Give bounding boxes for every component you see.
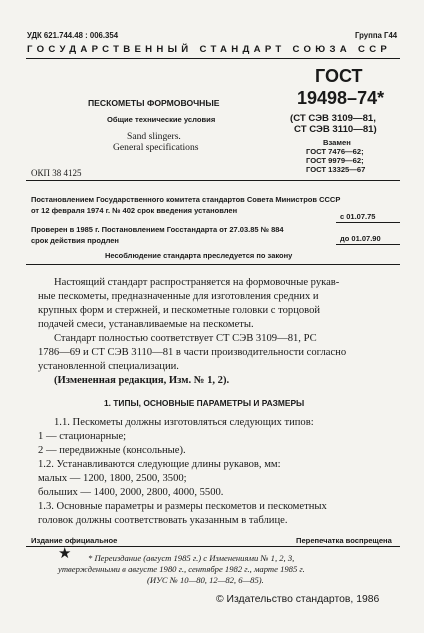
group-code: Группа Г44 (355, 31, 398, 40)
body-line: головок должны соответствовать указанным в таблице. (38, 515, 288, 526)
body-line: 1 — стационарные; (38, 431, 127, 442)
resolution-line: Постановлением Государственного комитета стандартов Совета Министров СССР (31, 195, 341, 204)
star-icon: ★ (58, 546, 72, 562)
gost-number: 19498–74* (297, 88, 385, 108)
reissue-note: (ИУС № 10—80, 12—82, 6—85). (147, 575, 264, 585)
st-sev-ref-1: (СТ СЭВ 3109—81, (290, 113, 376, 124)
extended-date: до 01.07.90 (340, 234, 381, 243)
copyright: © Издательство стандартов, 1986 (216, 594, 380, 605)
legal-notice: Несоблюдение стандарта преследуется по закону (105, 251, 293, 260)
replaces-label: Взамен (323, 138, 351, 147)
resolution-line: от 12 февраля 1974 г. № 402 срок введения установлен (31, 206, 238, 215)
gost-label: ГОСТ (315, 66, 363, 86)
state-standard-heading: ГОСУДАРСТВЕННЫЙ СТАНДАРТ СОЮЗА ССР (27, 44, 392, 55)
body-line: малых — 1200, 1800, 2500, 3500; (38, 473, 187, 484)
section-title: 1. ТИПЫ, ОСНОВНЫЕ ПАРАМЕТРЫ И РАЗМЕРЫ (104, 398, 305, 408)
udk-code: УДК 621.744.48 : 006.354 (27, 31, 119, 40)
okp-code: ОКП 38 4125 (31, 168, 82, 178)
resolution-line: Проверен в 1985 г. Постановлением Госстандарта от 27.03.85 № 884 (31, 225, 284, 234)
replaced-standard: ГОСТ 9979—62; (306, 156, 364, 165)
effective-date: с 01.07.75 (340, 212, 376, 221)
body-line: установленной специализации. (38, 361, 179, 372)
body-line: Стандарт полностью соответствует СТ СЭВ 3109—81, РС (54, 333, 317, 344)
official-edition-label: Издание официальное (31, 536, 118, 545)
body-line: 1.3. Основные параметры и размеры пескометов и пескометных (38, 501, 327, 512)
body-line: 1.2. Устанавливаются следующие длины рукавов, мм: (38, 459, 281, 470)
standard-title-ru: ПЕСКОМЕТЫ ФОРМОВОЧНЫЕ (88, 98, 220, 108)
footer-rule (26, 546, 400, 547)
header-rule (26, 58, 400, 59)
resolution-line: срок действия продлен (31, 236, 119, 245)
body-line: 2 — передвижные (консольные). (38, 445, 186, 456)
body-line: 1.1. Пескометы должны изготовляться следующих типов: (54, 417, 314, 428)
standard-subtitle-ru: Общие технические условия (107, 115, 216, 124)
body-line: крупных форм и стержней, и пескометные головки с торцовой (38, 305, 321, 316)
reprint-prohibited-label: Перепечатка воспрещена (296, 536, 392, 545)
date-rule (336, 244, 400, 245)
st-sev-ref-2: СТ СЭВ 3110—81) (294, 124, 377, 135)
standard-title-en-1: Sand slingers. (127, 131, 181, 142)
resolution-rule (26, 264, 400, 265)
edition-note: (Измененная редакция, Изм. № 1, 2). (54, 375, 230, 386)
standard-title-en-2: General specifications (113, 142, 199, 153)
replaced-standard: ГОСТ 7476—62; (306, 147, 364, 156)
date-rule (336, 222, 400, 223)
body-line: 1786—69 и СТ СЭВ 3110—81 в части производительности согласно (38, 347, 347, 358)
body-line: больших — 1400, 2000, 2800, 4000, 5500. (38, 487, 224, 498)
body-line: Настоящий стандарт распространяется на формовочные рукав- (54, 277, 340, 288)
replaced-standard: ГОСТ 13325—67 (306, 165, 366, 174)
body-line: ные пескометы, предназначенные для изготовления средних и (38, 291, 319, 302)
reissue-note: * Переиздание (август 1985 г.) с Изменениями № 1, 2, 3, (88, 553, 295, 563)
body-line: подачей смеси, устанавливаемые на пескометы. (38, 319, 254, 330)
reissue-note: утвержденными в августе 1980 г., сентябре 1982 г., марте 1985 г. (58, 564, 305, 574)
title-block-rule (26, 180, 400, 181)
